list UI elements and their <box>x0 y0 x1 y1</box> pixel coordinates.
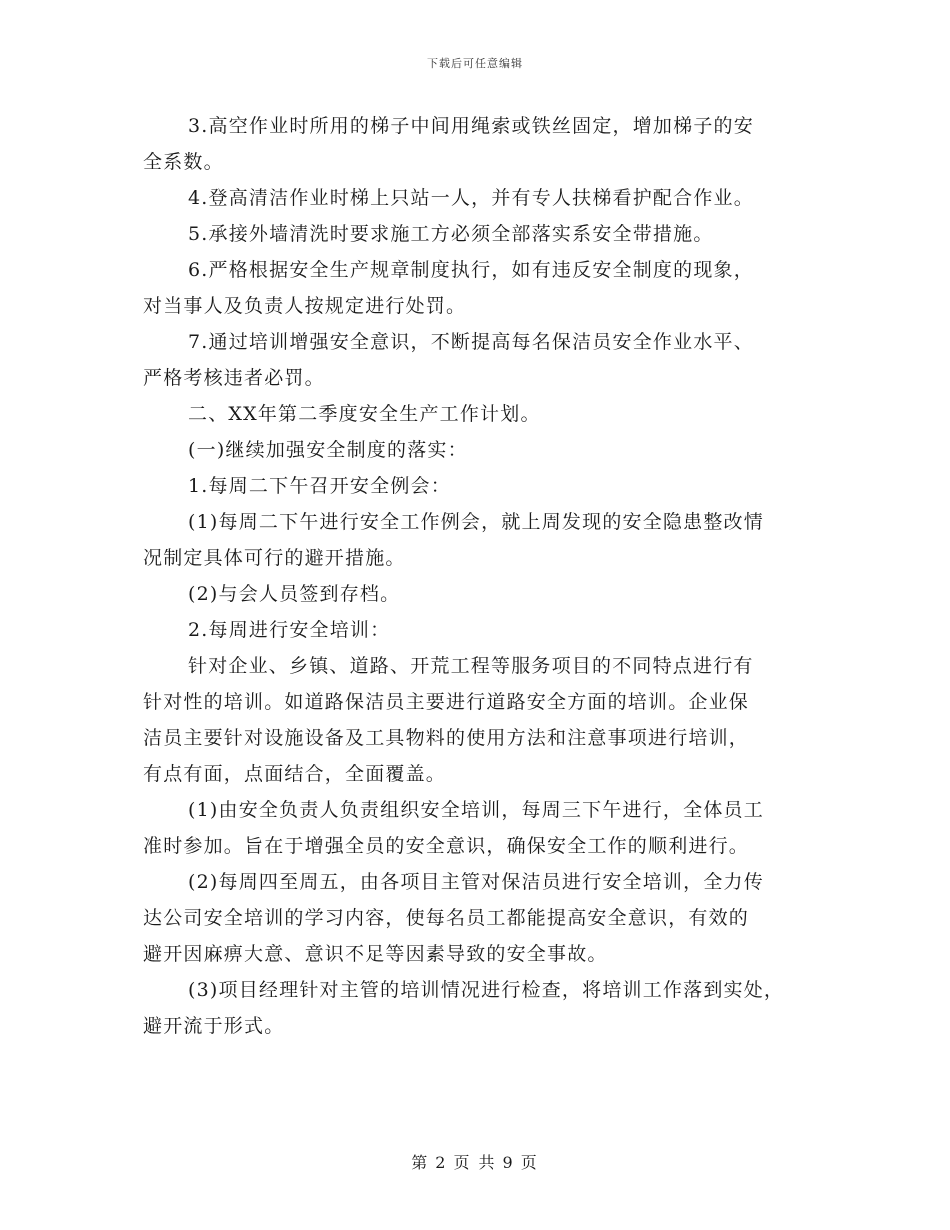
paragraph-line: 严格考核违者必罚。 <box>143 367 325 389</box>
paragraph-item-5 <box>143 216 815 252</box>
paragraph-line: 有点有面，点面结合，全面覆盖。 <box>143 763 447 785</box>
footer-middle: 页 共 <box>453 1153 497 1172</box>
paragraph-line: 避开因麻痹大意、意识不足等因素导致的安全事故。 <box>143 943 608 965</box>
paragraph-line: 7.通过培训增强安全意识，不断提高每名保洁员安全作业水平、 <box>188 331 754 353</box>
paragraph-line: 二、XX年第二季度安全生产工作计划。 <box>188 403 541 425</box>
paragraph-line: 对当事人及负责人按规定进行处罚。 <box>143 295 467 317</box>
paragraph-item-7 <box>143 324 815 396</box>
subsection-heading-one <box>143 432 815 468</box>
page-footer <box>0 1150 950 1173</box>
paragraph-line: (1)每周二下午进行安全工作例会，就上周发现的安全隐患整改情 <box>188 511 764 533</box>
paragraph-line: 6.严格根据安全生产规章制度执行，如有违反安全制度的现象， <box>188 259 754 281</box>
page-header: 下载后可任意编辑 <box>427 57 523 70</box>
item-weekly-training <box>143 612 815 648</box>
paragraph-line: 洁员主要针对设施设备及工具物料的使用方法和注意事项进行培训， <box>143 727 750 749</box>
paragraph-line: 避开流于形式。 <box>143 1015 285 1037</box>
document-body <box>143 108 815 1044</box>
paragraph-line: 况制定具体可行的避开措施。 <box>143 547 406 569</box>
paragraph-line: 3.高空作业时所用的梯子中间用绳索或铁丝固定，增加梯子的安 <box>188 115 754 137</box>
footer-prefix: 第 <box>411 1153 430 1172</box>
subitem-meeting-2 <box>143 576 815 612</box>
current-page-number: 2 <box>435 1153 448 1172</box>
subitem-meeting-1 <box>143 504 815 576</box>
paragraph-line: (一)继续加强安全制度的落实： <box>188 439 468 461</box>
item-weekly-meeting <box>143 468 815 504</box>
paragraph-line: (2)每周四至周五，由各项目主管对保洁员进行安全培训，全力传 <box>188 871 764 893</box>
paragraph-line: (3)项目经理针对主管的培训情况进行检查，将培训工作落到实处， <box>188 979 785 1001</box>
paragraph-item-6 <box>143 252 815 324</box>
paragraph-item-4 <box>143 180 815 216</box>
paragraph-line: 4.登高清洁作业时梯上只站一人，并有专人扶梯看护配合作业。 <box>188 187 754 209</box>
paragraph-line: 准时参加。旨在于增强全员的安全意识，确保安全工作的顺利进行。 <box>143 835 750 857</box>
paragraph-line: 全系数。 <box>143 151 224 173</box>
paragraph-item-3 <box>143 108 815 180</box>
paragraph-line: (2)与会人员签到存档。 <box>188 583 401 605</box>
paragraph-line: 针对性的培训。如道路保洁员主要进行道路安全方面的培训。企业保 <box>143 691 750 713</box>
paragraph-line: 1.每周二下午召开安全例会： <box>188 475 451 497</box>
subitem-training-1 <box>143 792 815 864</box>
paragraph-line: 针对企业、乡镇、道路、开荒工程等服务项目的不同特点进行有 <box>188 655 754 677</box>
paragraph-line: 达公司安全培训的学习内容，使每名员工都能提高安全意识，有效的 <box>143 907 750 929</box>
section-heading-two <box>143 396 815 432</box>
subitem-training-2 <box>143 864 815 972</box>
paragraph-line: 2.每周进行安全培训： <box>188 619 391 641</box>
paragraph-line: (1)由安全负责人负责组织安全培训，每周三下午进行，全体员工 <box>188 799 764 821</box>
paragraph-line: 5.承接外墙清洗时要求施工方必须全部落实系安全带措施。 <box>188 223 714 245</box>
total-pages-number: 9 <box>502 1153 515 1172</box>
subitem-training-3 <box>143 972 815 1044</box>
training-description <box>143 648 815 792</box>
footer-suffix: 页 <box>520 1153 539 1172</box>
